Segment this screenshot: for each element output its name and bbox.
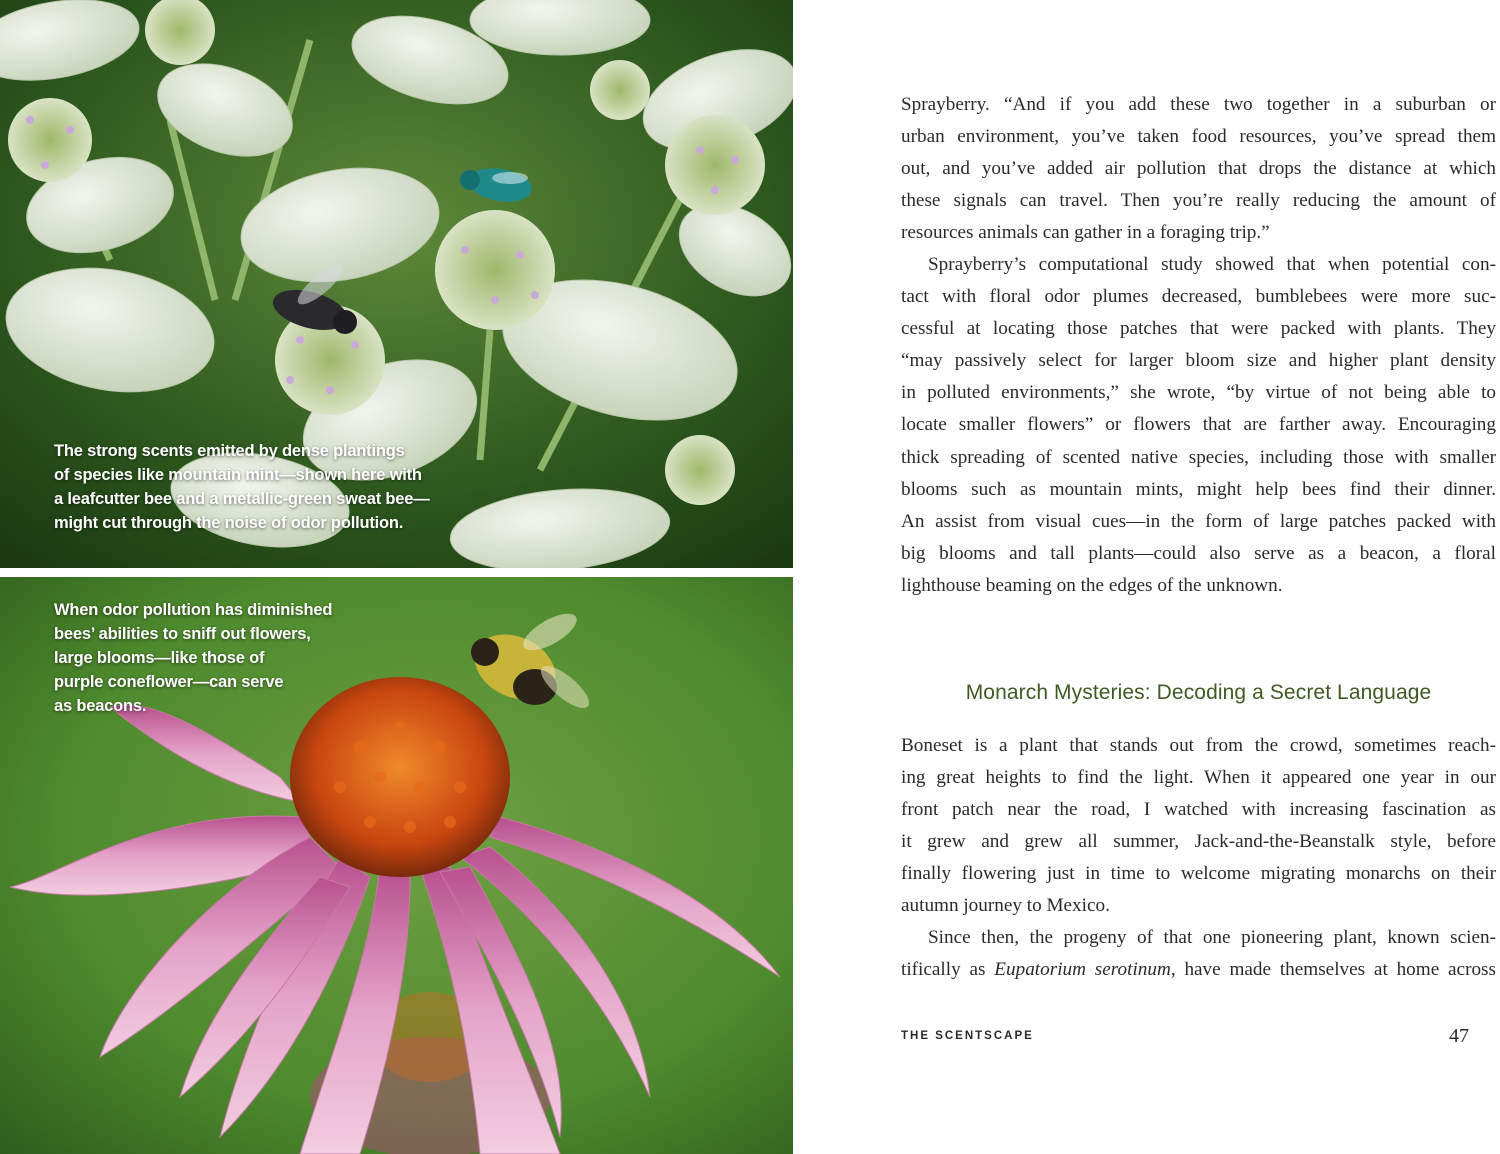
text-line: locate smaller flowers” or flowers that are farther away. Encouraging — [901, 414, 1496, 436]
caption-line: When odor pollution has diminished — [54, 601, 333, 619]
italic-term: Eupatorium serotinum — [994, 959, 1171, 981]
page-number: 47 — [1449, 1025, 1469, 1047]
caption-line: purple coneflower—can serve — [54, 673, 284, 691]
text-line: An assist from visual cues—in the form of large patches packed with — [901, 510, 1496, 532]
caption-line: large blooms—like those of — [54, 649, 265, 667]
caption-line: bees’ abilities to sniff out flowers, — [54, 625, 311, 643]
text-line: blooms such as mountain mints, might help bees find their dinner. — [901, 478, 1496, 500]
text-line: thick spreading of scented native species, including those with smaller — [901, 446, 1496, 468]
text-line: ing great heights to find the light. When it appeared one year in our — [901, 767, 1496, 789]
text-line: Sprayberry’s computational study showed that when potential con- — [928, 254, 1496, 276]
text-line: Boneset is a plant that stands out from the crowd, sometimes reach- — [901, 735, 1496, 756]
section-heading: Monarch Mysteries: Decoding a Secret Language — [965, 681, 1432, 705]
text-line: Sprayberry. “And if you add these two together in a suburban or — [901, 94, 1496, 115]
coneflower-photo — [0, 577, 793, 1154]
caption-line: of species like mountain mint—shown here with — [54, 466, 422, 484]
text-line: these signals can travel. Then you’re really reducing the amount of — [901, 190, 1496, 212]
text-line: out, and you’ve added air pollution that drops the distance at which — [901, 158, 1496, 180]
text-line: resources animals can gather in a foraging trip.” — [901, 222, 1270, 244]
text-line — [901, 954, 1496, 986]
caption-line: a leafcutter bee and a metallic-green sweat bee— — [54, 490, 430, 508]
text-line: front patch near the road, I watched with increasing fascination as — [901, 799, 1496, 821]
running-head: THE SCENTSCAPE — [901, 1030, 1034, 1042]
text-segment: tifically as — [901, 959, 995, 981]
text-line: cessful at locating those patches that were packed with plants. They — [901, 318, 1496, 340]
text-line: urban environment, you’ve taken food resources, you’ve spread them — [901, 126, 1496, 148]
caption-line: might cut through the noise of odor pollution. — [54, 514, 404, 532]
body-text-block-1 — [901, 89, 1496, 602]
text-line: autumn journey to Mexico. — [901, 895, 1110, 917]
photo-caption-bottom — [54, 598, 364, 718]
mountain-mint-photo — [0, 0, 793, 568]
text-line: “may passively select for larger bloom size and higher plant density — [901, 350, 1496, 372]
text-line: in polluted environments,” she wrote, “by virtue of not being able to — [901, 382, 1496, 404]
text-segment: , have made themselves at home across — [1170, 959, 1496, 981]
caption-line: as beacons. — [54, 697, 147, 715]
caption-line: The strong scents emitted by dense plantings — [54, 442, 405, 460]
text-line: lighthouse beaming on the edges of the unknown. — [901, 574, 1283, 596]
text-line: it grew and grew all summer, Jack-and-the-Beanstalk style, before — [901, 831, 1496, 853]
photo-caption-top — [54, 439, 454, 535]
text-line: big blooms and tall plants—could also serve as a beacon, a floral — [901, 542, 1496, 564]
text-line: Since then, the progeny of that one pioneering plant, known scien- — [928, 927, 1496, 949]
body-text-block-2 — [901, 730, 1496, 986]
text-line: tact with floral odor plumes decreased, bumblebees were more suc- — [901, 286, 1496, 308]
text-line: finally flowering just in time to welcome migrating monarchs on their — [901, 863, 1496, 885]
